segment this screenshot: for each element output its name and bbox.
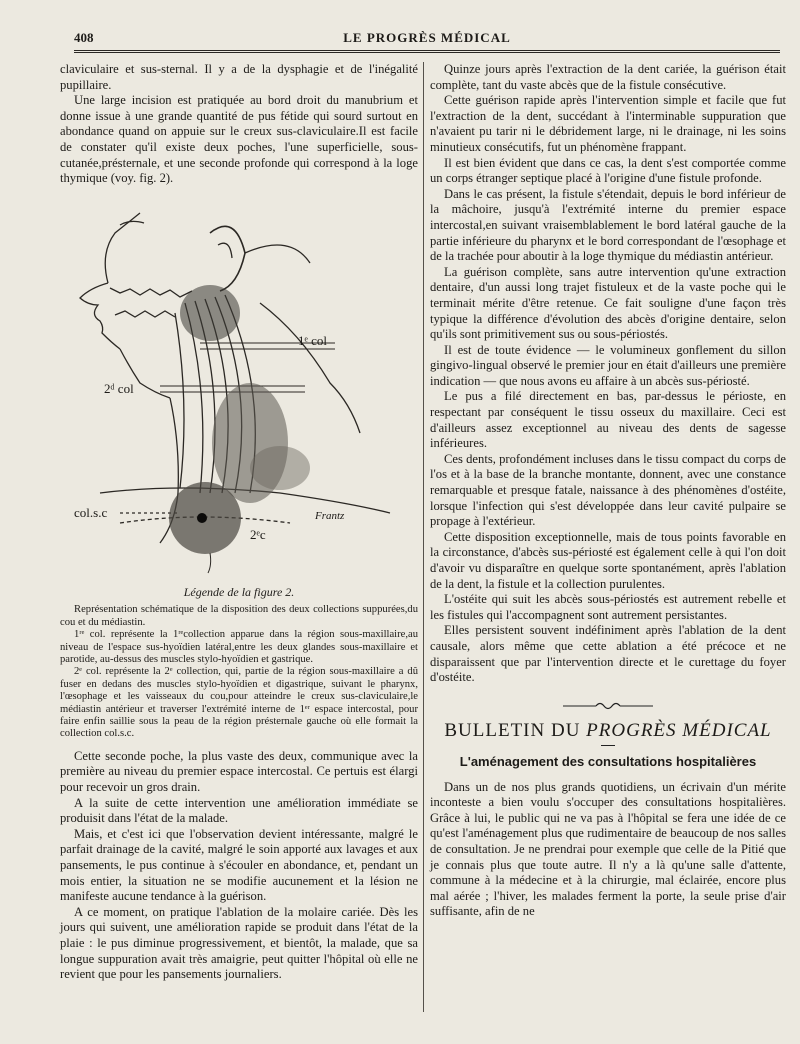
paragraph: Ces dents, profondément incluses dans le tissu compact du corps de l'os et à la base de la branche montante, donnent, avec une constance remarquable et presque fatale, naissance à des phénomènes d'ostéite, lorsque l'infection qui s'est développée dans leur cavité pulpaire se propage à l'extérieur.: [430, 451, 786, 529]
paragraph: Il est bien évident que dans ce cas, la dent s'est comportée comme un corps étranger septique placé à l'origine d'une fistule profonde.: [430, 155, 786, 186]
paragraph: Cette seconde poche, la plus vaste des deux, communique avec la première au niveau du premier espace intercostal. Ce pertuis est élargi pour recevoir un gros drain.: [60, 748, 418, 794]
paragraph: A ce moment, on pratique l'ablation de la molaire cariée. Dès les jours qui suivent, une amélioration rapide se produit dans l'état de la plaie : le pus diminue progressivement, et bientôt, la malade, que sa longue suppuration avait très amaigrie, peut quitter l'hôpital où elle ne revient que pour les pansements journaliers.: [60, 904, 418, 982]
paragraph: Dans un de nos plus grands quotidiens, un écrivain d'un mérite inconteste a bien voulu s'occuper des consultations hospitalières. Grâce à lui, le public qui ne va pas à l'hôpital se fera une idée de ce qu'est l'aménagement plus que rudimentaire de beaucoup de nos salles de consultation. Je ne prendrai pour exemple que celle de la Pitié que je connais plus que toute autre. Il n'y a là qu'une salle d'attente, commune à la médecine et à la chirurgie, mal éclairée, encore plus mal aérée ; l'hiver, les malades ferment la porte, la seule prise d'air suffisante, afin de ne: [430, 779, 786, 919]
bulletin-heading-italic: PROGRÈS MÉDICAL: [586, 720, 772, 742]
paragraph: Il est de toute évidence — le volumineux gonflement du sillon gingivo-lingual observé le premier jour en était d'ailleurs une première indication — que nous avons eu affaire à un abcès sus-périosté.: [430, 342, 786, 388]
anatomical-figure: [60, 193, 418, 583]
running-header: [74, 28, 780, 53]
column-divider: [423, 62, 424, 1012]
bulletin-heading-main: BULLETIN DU: [444, 720, 587, 742]
collection-1-shade: [180, 285, 240, 341]
legend-line: 2ᵉ col. représente la 2ᵉ collection, qui, partie de la région sous-maxillaire a dû fuser en dedans des muscles stylo-hyoïdien et digastrique, suivant le pharynx, l'œsophage et les vaisseaux du cou,pour atteindre le creux sus-claviculaire,le médiastin antérieur et traverser l'extrémité interne de 1ᵉʳ espace intercostal, pour faire enfin saillie sous la peau de la région présternale gauche où elle formait la collection col.s.c.: [60, 666, 418, 740]
figure-caption: Légende de la figure 2.: [183, 584, 295, 599]
label-colsc: col.s.c: [74, 504, 108, 520]
heading-rule: [601, 745, 615, 746]
paragraph: Mais, et c'est ici que l'observation devient intéressante, malgré le parfait drainage de la cavité, malgré le soin apporté aux lavages et aux pansements, le pus continue à s'écouler en abondance, et, pendant un mois entier, la situation ne se modifie aucunement et la lésion ne manifeste aucune tendance à la guérison.: [60, 826, 418, 904]
paragraph: L'ostéite qui suit les abcès sous-périostés est autrement rebelle et les fistules qui l'accompagnent sont autrement persistantes.: [430, 592, 786, 622]
legend-line: 1ʳᵉ col. représente la 1ʳᵉcollection apparue dans la région sous-maxillaire,au niveau de l'espace sus-hyoïdien latéral,entre les deux glandes sous-maxillaire et parotide, au-dessus des muscles stylo-hyoïdien et gastrique.: [60, 629, 418, 665]
paragraph: Cette guérison rapide après l'intervention simple et facile que fut l'extraction de la dent, succédant à l'interminable suppuration que n'avaient pu tarir ni le débridement large, ni le drainage, ni les soins minutieux consécutifs, fut un phénomène frappant.: [430, 93, 786, 154]
label-col2: 2ᵈ col: [104, 380, 134, 396]
legend-line: Représentation schématique de la disposition des deux collections suppurées,du cou et du médiastin.: [60, 604, 418, 628]
paragraph: Elles persistent souvent indéfiniment après l'ablation de la dent causale, alors même que cette ablation a été précoce et ne disparaissent que par l'intervention directe et le curettage du foyer d'ostéite.: [430, 623, 786, 685]
figure-legend: [60, 604, 418, 740]
right-column: [430, 62, 786, 920]
paragraph: Dans le cas présent, la fistule s'étendait, depuis le bord inférieur de la mâchoire, jusqu'à l'extrémité interne du premier espace intercostal,en suivant vraisemblablement le bord latéral gauche de la partie inférieure du pharynx et le bord correspondant de l'œsophage et de la trachée pour aboutir à la loge thymique du médiastin antérieur.: [430, 186, 786, 264]
bulletin-heading: [430, 720, 786, 742]
artist-signature: Frantz: [315, 509, 345, 522]
paragraph: Quinze jours après l'extraction de la dent cariée, la guérison était complète, tant du vaste abcès que de la fistule consécutive.: [430, 62, 786, 92]
journal-title: LE PROGRÈS MÉDICAL: [343, 30, 511, 45]
article-title: L'aménagement des consultations hospitalières: [459, 753, 757, 769]
paragraph: Cette disposition exceptionnelle, mais de tous points favorable en la circonstance, d'abcès sus-périosté est également celle à qui l'on doit d'avoir vu disparaître en quelque sorte spontanément, après l'ablation de la dent, la fistule et la collection purulentes.: [430, 529, 786, 591]
paragraph: claviculaire et sus-sternal. Il y a de la dysphagie et de l'inégalité pupillaire.: [60, 62, 418, 92]
section-ornament: [430, 700, 786, 716]
paragraph: La guérison complète, sans autre intervention qu'une extraction dentaire, d'un aussi long trajet fistuleux et de la vaste poche qui le terminait mérite d'être retenue. Ce fait souligne d'une façon très typique la différence d'évolution des abcès d'origine dentaire, selon qu'ils sont primitivement sus ou sous-périostés.: [430, 264, 786, 342]
left-column: [60, 62, 418, 983]
paragraph: Le pus a filé directement en bas, par-dessus le périoste, en respectant par conséquent le tissu osseux du maxillaire. Ceci est d'ailleurs assez exceptionnel au niveau des dents de sagesse inférieures.: [430, 389, 786, 451]
label-col1: 1ᵉ col: [298, 332, 327, 348]
paragraph: Une large incision est pratiquée au bord droit du manubrium et donne issue à une grande quantité de pus fétide qui sourd surtout en abondance quand on appuie sur le creux sus-claviculaire.Il est facile de constater qu'il existe deux poches, l'une superficielle, sous-cutanée,présternale, et une seconde profonde qui correspond à la loge thymique (voy. fig. 2).: [60, 93, 418, 186]
paragraph: A la suite de cette intervention une amélioration immédiate se produisit dans l'état de la malade.: [60, 795, 418, 826]
page-number: 408: [74, 30, 94, 45]
label-2c: 2ᵉc: [250, 526, 266, 542]
